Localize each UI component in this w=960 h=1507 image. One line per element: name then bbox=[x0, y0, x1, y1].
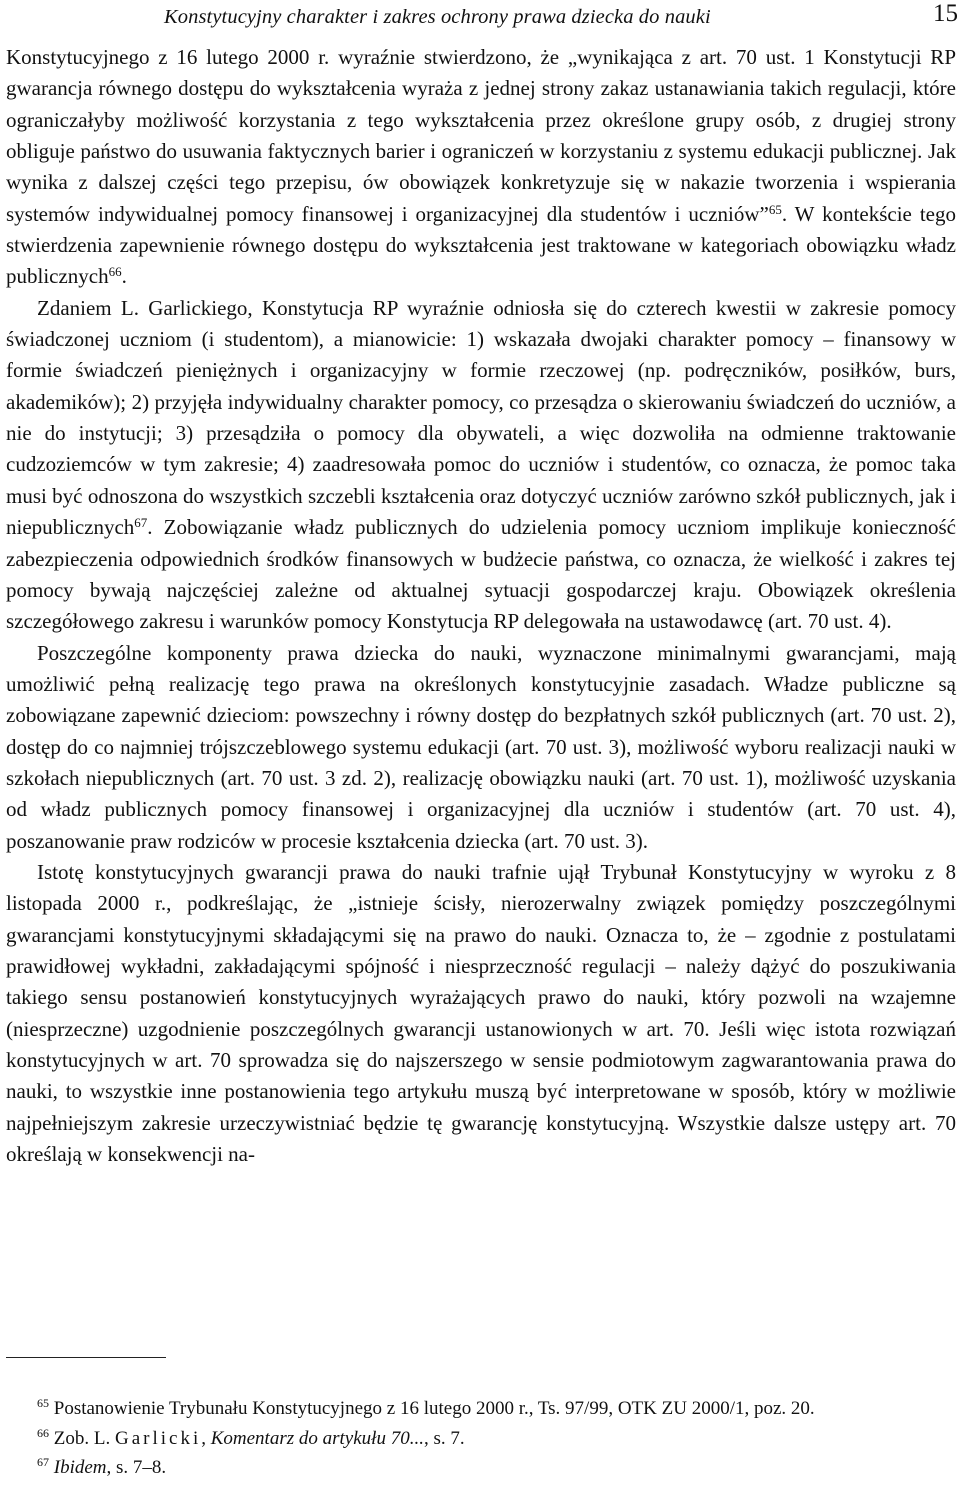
footnote-number: 66 bbox=[37, 1425, 49, 1440]
footnote-67 bbox=[6, 1453, 956, 1483]
paragraph-garlicki bbox=[6, 293, 956, 638]
paragraph-continuation bbox=[6, 42, 956, 293]
body-text bbox=[6, 42, 956, 1170]
footnote-title: Komentarz do artykułu 70... bbox=[210, 1427, 424, 1449]
paragraph-text: Zdaniem L. Garlickiego, Konstytucja RP wyraźnie odniosła się do czterech kwestii w zakresie pomocy świadczonej uczniom (i studentom), a mianowicie: 1) wskazała dwojaki charakter pomocy – finansowy w formie świadczeń pieniężnych i organizacyjny w formie rzeczowej (np. podręczników, posiłków, burs, akademików); 2) przyjęła indywidualny charakter pomocy, co przesądza o skierowaniu świadczeń do uczniów, a nie do instytucji; 3) przesądziła o pomocy dla obywateli, a więc dozwoliła na odmienne traktowanie cudzoziemców w tym zakresie; 4) zaadresowała pomoc do uczniów i studentów, co oznacza, że pomoc taka musi być odnoszona do wszystkich szczebli kształcenia oraz dotyczyć uczniów zarówno szkół publicznych, jak i niepublicznych bbox=[6, 295, 956, 540]
footnote-number: 65 bbox=[37, 1396, 49, 1410]
running-header bbox=[6, 0, 956, 42]
running-title: Konstytucyjny charakter i zakres ochrony prawa dziecka do nauki bbox=[164, 6, 711, 28]
paragraph-tribunal: Istotę konstytucyjnych gwarancji prawa do nauki trafnie ujął Trybunał Konstytucyjny w wyroku z 8 listopada 2000 r., podkreślając, że „istnieje ścisły, nierozerwalny związek pomiędzy poszczególnymi gwarancjami konstytucyjnymi składającymi się na prawo do nauki. Oznacza to, że – zgodnie z postulatami prawidłowej wykładni, zakładającymi spójność i niesprzeczność regulacji – należy dążyć do poszukiwania takiego sensu postanowień konstytucyjnych wyrażających prawo do nauki, który pozwoli na wzajemne (niesprzeczne) uzgodnienie poszczególnych gwarancji ustanowionych w art. 70. Jeśli więc istota rozwiązań konstytucyjnych w art. 70 sprowadza się do najszerszego w sensie podmiotowym zagwarantowania prawa do nauki, to wszystkie inne postanowienia tego artykułu muszą być interpretowane w sposób, który w możliwie najpełniejszym zakresie urzeczywistniać będzie tę gwarancję konstytucyjną. Wszystkie dalsze ustępy art. 70 określają w konsekwencji na- bbox=[6, 859, 956, 1167]
footnote-text: , s. 7. bbox=[423, 1427, 465, 1449]
paragraph-components: Poszczególne komponenty prawa dziecka do nauki, wyznaczone minimalnymi gwarancjami, mają umożliwić pełną realizację tego prawa na określonych konstytucyjnie zasadach. Władze publiczne są zobowiązane zapewnić dzieciom: powszechny i równy dostęp do bezpłatnych szkół publicznych (art. 70 ust. 2), dostęp do co najmniej trójszczeblowego systemu edukacji (art. 70 ust. 3), możliwość wyboru realizacji nauki w szkołach niepublicznych (art. 70 ust. 3 zd. 2), realizację obowiązku nauki (art. 70 ust. 1), możliwość uzyskania od władz publicznych pomocy finansowej i organizacyjnej dla uczniów i studentów (art. 70 ust. 4), poszanowanie praw rodziców w procesie kształcenia dziecka (art. 70 ust. 3). bbox=[6, 640, 956, 853]
footnote-65 bbox=[6, 1394, 956, 1424]
footnote-text: , s. 7–8. bbox=[106, 1457, 167, 1478]
paragraph-text: Konstytucyjnego z 16 lutego 2000 r. wyraźnie stwierdzono, że „wynikająca z art. 70 ust. 1 Konstytucji RP gwarancja równego dostępu do wykształcenia wyraża z jednej strony zakaz ustanawiania takich regulacji, które ograniczałyby możliwość korzystania z tego wykształcenia przez określone grupy osób, z drugiej strony obliguje państwo do usuwania faktycznych barier i ograniczeń w korzystaniu z systemu edukacji publicznej. Jak wynika z dalszej części tego przepisu, ów obowiązek konkretyzuje się w nakazie tworzenia i wspierania systemów indywidualnej pomocy finansowej i organizacyjnej dla studentów i uczniów” bbox=[6, 45, 956, 226]
footnote-ref-67: 67 bbox=[134, 515, 148, 531]
footnote-ref-66: 66 bbox=[108, 264, 122, 280]
page-number: 15 bbox=[933, 0, 958, 27]
paragraph-text: . Zobowiązanie władz publicznych do udzielenia pomocy uczniom implikuje konieczność zabezpieczenia odpowiednich środków finansowych w budżecie państwa, co oznacza, że wielkość i zakres tej pomocy bywają najczęściej zależne od aktualnej sytuacji gospodarczej kraju. Obowiązek określenia szczegółowego zakresu i warunków pomocy Konstytucja RP delegowała na ustawodawcę (art. 70 ust. 4). bbox=[6, 515, 956, 634]
paragraph-text: . bbox=[121, 264, 127, 289]
footnote-66 bbox=[6, 1424, 956, 1454]
footnote-number: 67 bbox=[37, 1455, 49, 1469]
footnote-author: Garlicki bbox=[114, 1427, 202, 1449]
footnotes bbox=[6, 1394, 956, 1483]
footnote-title: Ibidem bbox=[53, 1457, 107, 1478]
document-page bbox=[6, 0, 958, 1478]
paragraph-text: . W kontekście tego stwierdzenia zapewnienie równego dostępu do wykształcenia jest traktowane w kategoriach obowiązku władz publicznych bbox=[6, 201, 956, 289]
footnote-text: Postanowienie Trybunału Konstytucyjnego z 16 lutego 2000 r., Ts. 97/99, OTK ZU 2000/1, poz. 20. bbox=[53, 1398, 815, 1419]
footnote-ref-65: 65 bbox=[768, 201, 782, 217]
footnote-text: , bbox=[201, 1427, 211, 1449]
footnote-separator bbox=[6, 1357, 166, 1358]
footnote-text: Zob. L. bbox=[53, 1427, 115, 1449]
